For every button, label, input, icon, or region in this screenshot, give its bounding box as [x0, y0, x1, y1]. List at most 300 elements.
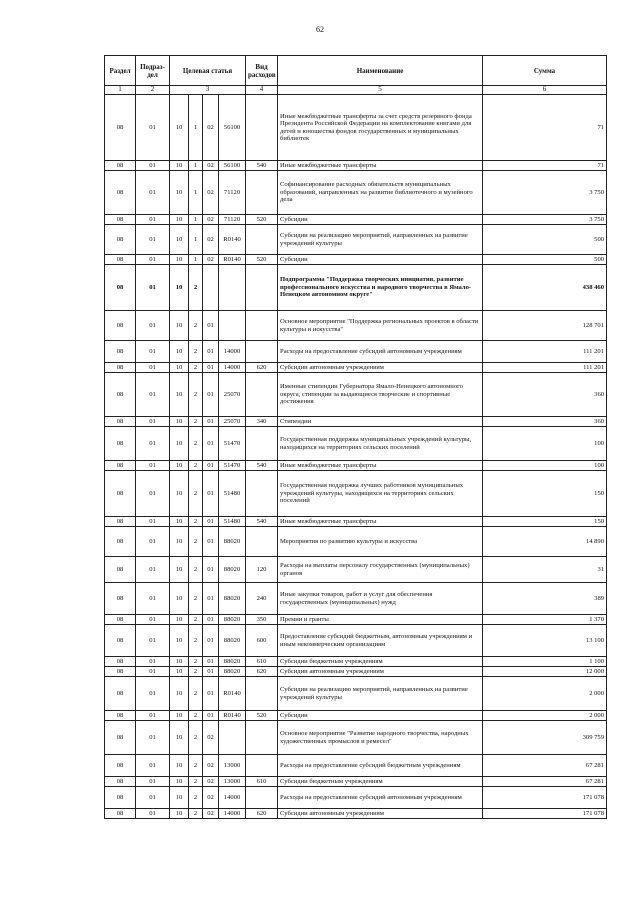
page-number: 62 — [316, 25, 324, 34]
target-direction-cell: 13000 — [219, 777, 246, 787]
sum-cell: 128 701 — [483, 311, 607, 341]
razdel-cell: 08 — [105, 171, 136, 215]
razdel-cell: 08 — [105, 461, 136, 471]
name-cell: Субсидии — [278, 215, 483, 225]
podrazdel-cell: 01 — [136, 215, 170, 225]
table-row — [105, 657, 607, 667]
razdel-cell: 08 — [105, 417, 136, 427]
target-program-cell: 10 — [170, 677, 189, 711]
name-cell: Иные межбюджетные трансферты — [278, 161, 483, 171]
table-row — [105, 667, 607, 677]
target-program-cell: 10 — [170, 95, 189, 161]
target-program-cell: 10 — [170, 787, 189, 809]
target-event-cell: 01 — [203, 657, 219, 667]
name-cell: Стипендии — [278, 417, 483, 427]
target-subprogram-cell: 2 — [189, 583, 203, 615]
name-cell: Расходы на предоставление субсидий автономным учреждениям — [278, 341, 483, 363]
target-program-cell: 10 — [170, 161, 189, 171]
podrazdel-cell: 01 — [136, 265, 170, 311]
header-podrazdel: Подраз-дел — [136, 56, 170, 86]
podrazdel-cell: 01 — [136, 787, 170, 809]
name-cell: Иные межбюджетные трансферты — [278, 461, 483, 471]
sum-cell: 309 759 — [483, 721, 607, 755]
target-event-cell: 01 — [203, 471, 219, 517]
target-direction-cell: 88020 — [219, 657, 246, 667]
column-number-row — [105, 86, 607, 95]
target-program-cell: 10 — [170, 171, 189, 215]
target-subprogram-cell: 1 — [189, 215, 203, 225]
sum-cell: 111 201 — [483, 363, 607, 373]
target-subprogram-cell: 2 — [189, 755, 203, 777]
name-cell: Софинансирование расходных обязательств муниципальных образований, направленных на развитие библиотечного и музейного дела — [278, 171, 483, 215]
name-cell: Субсидии бюджетным учреждениям — [278, 777, 483, 787]
sum-cell: 3 750 — [483, 171, 607, 215]
target-subprogram-cell: 2 — [189, 471, 203, 517]
name-cell: Субсидии на реализацию мероприятий, направленных на развитие учреждений культуры — [278, 677, 483, 711]
target-event-cell: 01 — [203, 373, 219, 417]
header-vid: Вид расходов — [246, 56, 278, 86]
target-event-cell: 01 — [203, 667, 219, 677]
name-cell: Иные закупки товаров, работ и услуг для обеспечения государственных (муниципальных) нужд — [278, 583, 483, 615]
target-direction-cell: 88020 — [219, 557, 246, 583]
target-program-cell: 10 — [170, 517, 189, 527]
expense-type-cell: 520 — [246, 255, 278, 265]
target-subprogram-cell: 2 — [189, 527, 203, 557]
table-row — [105, 255, 607, 265]
target-event-cell: 02 — [203, 755, 219, 777]
razdel-cell: 08 — [105, 517, 136, 527]
target-direction-cell: 56100 — [219, 95, 246, 161]
razdel-cell: 08 — [105, 677, 136, 711]
target-program-cell: 10 — [170, 461, 189, 471]
target-direction-cell: 88020 — [219, 583, 246, 615]
sum-cell: 171 078 — [483, 787, 607, 809]
name-cell: Субсидии автономным учреждениям — [278, 667, 483, 677]
table-row — [105, 517, 607, 527]
razdel-cell: 08 — [105, 557, 136, 583]
target-direction-cell: 88020 — [219, 527, 246, 557]
target-program-cell: 10 — [170, 471, 189, 517]
sum-cell: 1 100 — [483, 657, 607, 667]
sum-cell: 14 890 — [483, 527, 607, 557]
sum-cell: 171 078 — [483, 809, 607, 819]
razdel-cell: 08 — [105, 427, 136, 461]
podrazdel-cell: 01 — [136, 809, 170, 819]
sum-cell: 2 000 — [483, 711, 607, 721]
target-program-cell: 10 — [170, 225, 189, 255]
razdel-cell: 08 — [105, 755, 136, 777]
razdel-cell: 08 — [105, 311, 136, 341]
razdel-cell: 08 — [105, 615, 136, 625]
expense-type-cell: 610 — [246, 657, 278, 667]
podrazdel-cell: 01 — [136, 417, 170, 427]
target-direction-cell: 51470 — [219, 461, 246, 471]
name-cell: Субсидии — [278, 255, 483, 265]
target-event-cell: 01 — [203, 363, 219, 373]
expense-type-cell: 120 — [246, 557, 278, 583]
target-direction-cell: 71120 — [219, 215, 246, 225]
sum-cell: 111 201 — [483, 341, 607, 363]
table-row — [105, 557, 607, 583]
razdel-cell: 08 — [105, 787, 136, 809]
table-row — [105, 677, 607, 711]
expense-type-cell — [246, 373, 278, 417]
target-event-cell — [203, 265, 219, 311]
column-number: 4 — [246, 86, 278, 95]
target-subprogram-cell: 2 — [189, 667, 203, 677]
expense-type-cell — [246, 171, 278, 215]
target-direction-cell: R0140 — [219, 711, 246, 721]
sum-cell: 71 — [483, 95, 607, 161]
expense-type-cell — [246, 95, 278, 161]
expense-type-cell — [246, 265, 278, 311]
sum-cell: 71 — [483, 161, 607, 171]
table-row — [105, 417, 607, 427]
target-event-cell: 01 — [203, 461, 219, 471]
expense-type-cell: 340 — [246, 417, 278, 427]
column-number: 6 — [483, 86, 607, 95]
name-cell: Государственная поддержка лучших работников муниципальных учреждений культуры, находящихся на территориях сельских поселений — [278, 471, 483, 517]
podrazdel-cell: 01 — [136, 311, 170, 341]
column-number: 3 — [170, 86, 246, 95]
name-cell: Иные межбюджетные трансферты — [278, 517, 483, 527]
expense-type-cell — [246, 225, 278, 255]
name-cell: Мероприятия по развитию культуры и искусства — [278, 527, 483, 557]
podrazdel-cell: 01 — [136, 461, 170, 471]
razdel-cell: 08 — [105, 777, 136, 787]
name-cell: Именные стипендии Губернатора Ямало-Ненецкого автономного округа, стипендии за выдающиеся творческие и спортивные достижения — [278, 373, 483, 417]
table-row — [105, 809, 607, 819]
target-program-cell: 10 — [170, 625, 189, 657]
target-direction-cell: 56100 — [219, 161, 246, 171]
column-number: 1 — [105, 86, 136, 95]
razdel-cell: 08 — [105, 255, 136, 265]
target-event-cell: 02 — [203, 95, 219, 161]
target-subprogram-cell: 1 — [189, 225, 203, 255]
table-row — [105, 721, 607, 755]
razdel-cell: 08 — [105, 225, 136, 255]
sum-cell: 500 — [483, 255, 607, 265]
sum-cell: 438 460 — [483, 265, 607, 311]
target-event-cell: 01 — [203, 625, 219, 657]
table-row — [105, 711, 607, 721]
target-direction-cell: R0140 — [219, 225, 246, 255]
expense-type-cell: 540 — [246, 161, 278, 171]
podrazdel-cell: 01 — [136, 341, 170, 363]
header-summa: Сумма — [483, 56, 607, 86]
table-row — [105, 225, 607, 255]
target-event-cell: 01 — [203, 417, 219, 427]
target-subprogram-cell: 1 — [189, 171, 203, 215]
expense-type-cell — [246, 311, 278, 341]
podrazdel-cell: 01 — [136, 527, 170, 557]
podrazdel-cell: 01 — [136, 711, 170, 721]
razdel-cell: 08 — [105, 625, 136, 657]
target-program-cell: 10 — [170, 657, 189, 667]
target-program-cell: 10 — [170, 667, 189, 677]
target-event-cell: 02 — [203, 721, 219, 755]
sum-cell: 150 — [483, 471, 607, 517]
podrazdel-cell: 01 — [136, 755, 170, 777]
podrazdel-cell: 01 — [136, 677, 170, 711]
sum-cell: 2 000 — [483, 677, 607, 711]
target-subprogram-cell: 2 — [189, 373, 203, 417]
target-subprogram-cell: 2 — [189, 427, 203, 461]
name-cell: Подпрограмма "Поддержка творческих инициатив, развитие профессионального искусства и народного творчества в Ямало-Ненецком автономном округе" — [278, 265, 483, 311]
target-event-cell: 02 — [203, 255, 219, 265]
expense-type-cell — [246, 471, 278, 517]
target-subprogram-cell: 2 — [189, 363, 203, 373]
table-row — [105, 95, 607, 161]
razdel-cell: 08 — [105, 215, 136, 225]
name-cell: Субсидии автономным учреждениям — [278, 809, 483, 819]
target-direction-cell: 25070 — [219, 417, 246, 427]
sum-cell: 150 — [483, 517, 607, 527]
target-event-cell: 01 — [203, 517, 219, 527]
target-subprogram-cell: 2 — [189, 517, 203, 527]
target-event-cell: 01 — [203, 677, 219, 711]
target-program-cell: 10 — [170, 615, 189, 625]
table-row — [105, 161, 607, 171]
target-direction-cell: 88020 — [219, 615, 246, 625]
name-cell: Субсидии бюджетным учреждениям — [278, 657, 483, 667]
razdel-cell: 08 — [105, 95, 136, 161]
target-subprogram-cell: 1 — [189, 161, 203, 171]
target-subprogram-cell: 2 — [189, 809, 203, 819]
target-event-cell: 01 — [203, 615, 219, 625]
target-event-cell: 02 — [203, 787, 219, 809]
target-direction-cell: 88020 — [219, 625, 246, 657]
podrazdel-cell: 01 — [136, 625, 170, 657]
target-subprogram-cell: 2 — [189, 557, 203, 583]
table-row — [105, 615, 607, 625]
table-row — [105, 777, 607, 787]
podrazdel-cell: 01 — [136, 373, 170, 417]
table-row — [105, 171, 607, 215]
sum-cell: 67 281 — [483, 755, 607, 777]
target-program-cell: 10 — [170, 527, 189, 557]
target-event-cell: 01 — [203, 527, 219, 557]
target-subprogram-cell: 2 — [189, 615, 203, 625]
expense-type-cell: 540 — [246, 517, 278, 527]
expense-type-cell — [246, 755, 278, 777]
expense-type-cell: 540 — [246, 461, 278, 471]
name-cell: Государственная поддержка муниципальных учреждений культуры, находящихся на территориях сельских поселений — [278, 427, 483, 461]
sum-cell: 12 000 — [483, 667, 607, 677]
expense-type-cell: 620 — [246, 809, 278, 819]
header-celevaya: Целевая статья — [170, 56, 246, 86]
table-row — [105, 471, 607, 517]
podrazdel-cell: 01 — [136, 471, 170, 517]
razdel-cell: 08 — [105, 583, 136, 615]
column-number: 5 — [278, 86, 483, 95]
expense-type-cell: 520 — [246, 711, 278, 721]
target-event-cell: 02 — [203, 809, 219, 819]
header-naimenovanie: Наименование — [278, 56, 483, 86]
target-direction-cell: 51470 — [219, 427, 246, 461]
target-direction-cell: R0140 — [219, 677, 246, 711]
target-direction-cell: 14000 — [219, 787, 246, 809]
target-subprogram-cell: 2 — [189, 777, 203, 787]
table-row — [105, 461, 607, 471]
sum-cell: 1 370 — [483, 615, 607, 625]
target-event-cell: 01 — [203, 311, 219, 341]
expense-type-cell: 620 — [246, 667, 278, 677]
target-program-cell: 10 — [170, 755, 189, 777]
target-event-cell: 01 — [203, 557, 219, 583]
podrazdel-cell: 01 — [136, 721, 170, 755]
razdel-cell: 08 — [105, 341, 136, 363]
razdel-cell: 08 — [105, 161, 136, 171]
target-direction-cell — [219, 265, 246, 311]
podrazdel-cell: 01 — [136, 517, 170, 527]
name-cell: Субсидии — [278, 711, 483, 721]
expense-type-cell: 620 — [246, 363, 278, 373]
header-row — [105, 56, 607, 86]
name-cell: Субсидии на реализацию мероприятий, направленных на развитие учреждений культуры — [278, 225, 483, 255]
razdel-cell: 08 — [105, 657, 136, 667]
target-program-cell: 10 — [170, 427, 189, 461]
podrazdel-cell: 01 — [136, 667, 170, 677]
target-direction-cell: 71120 — [219, 171, 246, 215]
target-subprogram-cell: 2 — [189, 461, 203, 471]
expense-type-cell: 600 — [246, 625, 278, 657]
target-subprogram-cell: 2 — [189, 657, 203, 667]
expense-type-cell — [246, 787, 278, 809]
target-subprogram-cell: 1 — [189, 95, 203, 161]
target-program-cell: 10 — [170, 373, 189, 417]
target-event-cell: 02 — [203, 171, 219, 215]
sum-cell: 100 — [483, 427, 607, 461]
name-cell: Основное мероприятие "Развитие народного творчества, народных художественных промыслов и ремесел" — [278, 721, 483, 755]
target-event-cell: 02 — [203, 777, 219, 787]
target-event-cell: 02 — [203, 161, 219, 171]
target-subprogram-cell: 2 — [189, 711, 203, 721]
target-direction-cell: 13000 — [219, 755, 246, 777]
target-event-cell: 01 — [203, 583, 219, 615]
target-direction-cell: R0140 — [219, 255, 246, 265]
podrazdel-cell: 01 — [136, 95, 170, 161]
podrazdel-cell: 01 — [136, 225, 170, 255]
podrazdel-cell: 01 — [136, 161, 170, 171]
target-program-cell: 10 — [170, 721, 189, 755]
target-subprogram-cell: 2 — [189, 677, 203, 711]
expense-type-cell — [246, 341, 278, 363]
header-razdel: Раздел — [105, 56, 136, 86]
name-cell: Расходы на выплаты персоналу государственных (муниципальных) органов — [278, 557, 483, 583]
razdel-cell: 08 — [105, 721, 136, 755]
table-row — [105, 527, 607, 557]
target-direction-cell: 51480 — [219, 471, 246, 517]
column-number: 2 — [136, 86, 170, 95]
razdel-cell: 08 — [105, 809, 136, 819]
sum-cell: 500 — [483, 225, 607, 255]
podrazdel-cell: 01 — [136, 615, 170, 625]
target-program-cell: 10 — [170, 215, 189, 225]
target-subprogram-cell: 2 — [189, 721, 203, 755]
table-row — [105, 341, 607, 363]
target-subprogram-cell: 2 — [189, 311, 203, 341]
expense-type-cell — [246, 427, 278, 461]
target-program-cell: 10 — [170, 255, 189, 265]
podrazdel-cell: 01 — [136, 777, 170, 787]
podrazdel-cell: 01 — [136, 255, 170, 265]
target-subprogram-cell: 1 — [189, 255, 203, 265]
target-event-cell: 01 — [203, 427, 219, 461]
target-program-cell: 10 — [170, 417, 189, 427]
target-subprogram-cell: 2 — [189, 265, 203, 311]
sum-cell: 3 750 — [483, 215, 607, 225]
table-row — [105, 583, 607, 615]
target-direction-cell: 14000 — [219, 363, 246, 373]
target-event-cell: 02 — [203, 215, 219, 225]
expense-type-cell — [246, 721, 278, 755]
target-program-cell: 10 — [170, 265, 189, 311]
expense-type-cell: 350 — [246, 615, 278, 625]
podrazdel-cell: 01 — [136, 171, 170, 215]
table-row — [105, 787, 607, 809]
name-cell: Расходы на предоставление субсидий автономным учреждениям — [278, 787, 483, 809]
razdel-cell: 08 — [105, 667, 136, 677]
table-row — [105, 363, 607, 373]
target-event-cell: 02 — [203, 225, 219, 255]
target-direction-cell — [219, 311, 246, 341]
table-row — [105, 373, 607, 417]
table-row — [105, 265, 607, 311]
expense-type-cell: 610 — [246, 777, 278, 787]
table-row — [105, 215, 607, 225]
podrazdel-cell: 01 — [136, 427, 170, 461]
budget-table — [104, 55, 607, 819]
target-subprogram-cell: 2 — [189, 625, 203, 657]
name-cell: Расходы на предоставление субсидий бюджетным учреждениям — [278, 755, 483, 777]
target-subprogram-cell: 2 — [189, 341, 203, 363]
podrazdel-cell: 01 — [136, 557, 170, 583]
target-direction-cell: 88020 — [219, 667, 246, 677]
podrazdel-cell: 01 — [136, 657, 170, 667]
expense-type-cell: 520 — [246, 215, 278, 225]
razdel-cell: 08 — [105, 527, 136, 557]
razdel-cell: 08 — [105, 373, 136, 417]
sum-cell: 360 — [483, 417, 607, 427]
name-cell: Премии и гранты — [278, 615, 483, 625]
expense-type-cell — [246, 527, 278, 557]
target-subprogram-cell: 2 — [189, 787, 203, 809]
sum-cell: 360 — [483, 373, 607, 417]
podrazdel-cell: 01 — [136, 363, 170, 373]
target-program-cell: 10 — [170, 311, 189, 341]
sum-cell: 13 100 — [483, 625, 607, 657]
name-cell: Основное мероприятие "Поддержка региональных проектов в области культуры и искусства" — [278, 311, 483, 341]
target-direction-cell: 14000 — [219, 809, 246, 819]
target-direction-cell: 25070 — [219, 373, 246, 417]
target-event-cell: 01 — [203, 711, 219, 721]
target-program-cell: 10 — [170, 809, 189, 819]
sum-cell: 31 — [483, 557, 607, 583]
sum-cell: 67 281 — [483, 777, 607, 787]
razdel-cell: 08 — [105, 363, 136, 373]
table-row — [105, 427, 607, 461]
target-program-cell: 10 — [170, 341, 189, 363]
target-direction-cell — [219, 721, 246, 755]
target-program-cell: 10 — [170, 583, 189, 615]
name-cell: Субсидии автономным учреждениям — [278, 363, 483, 373]
name-cell: Предоставление субсидий бюджетным, автономным учреждениям и иным некоммерческим организациям — [278, 625, 483, 657]
target-program-cell: 10 — [170, 557, 189, 583]
table-row — [105, 311, 607, 341]
expense-type-cell — [246, 677, 278, 711]
table-row — [105, 755, 607, 777]
